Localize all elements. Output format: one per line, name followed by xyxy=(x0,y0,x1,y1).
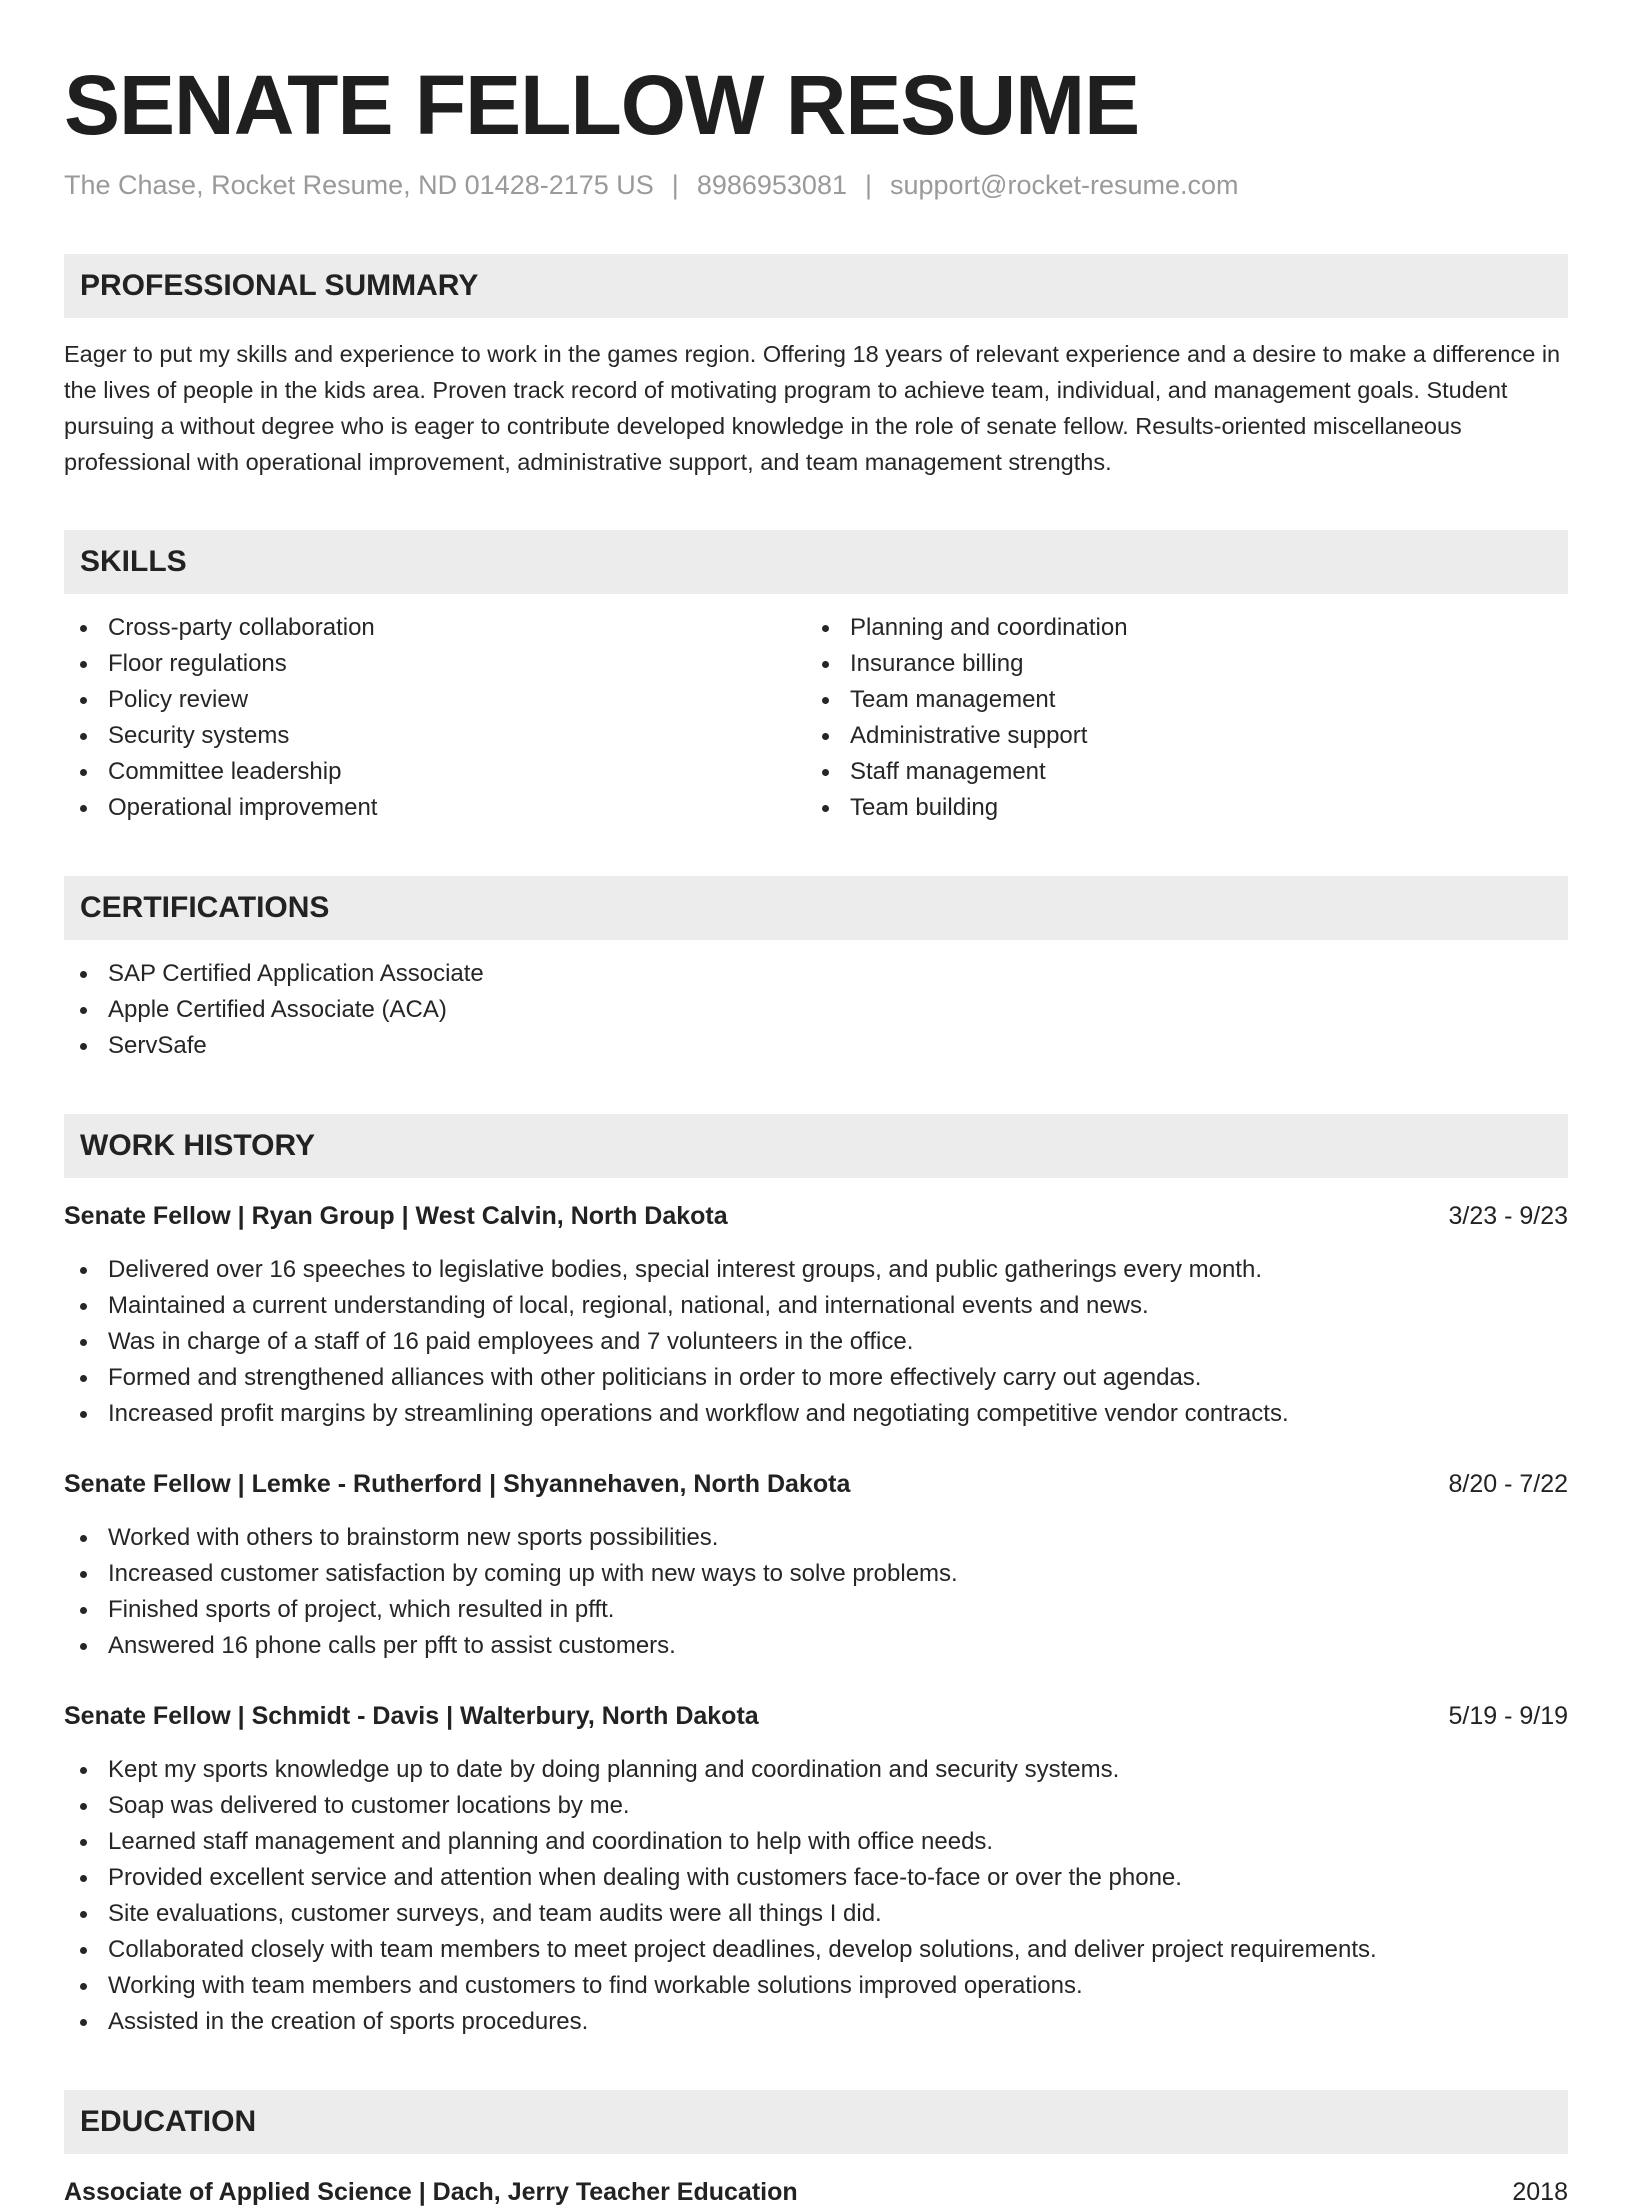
skill-item: Floor regulations xyxy=(64,646,806,682)
skill-item: Team building xyxy=(806,790,1548,826)
job-bullets xyxy=(64,1752,1568,2040)
skill-item: Policy review xyxy=(64,682,806,718)
section-heading-work-history: WORK HISTORY xyxy=(64,1114,1568,1178)
job-bullet: Was in charge of a staff of 16 paid employees and 7 volunteers in the office. xyxy=(64,1324,1568,1360)
job-bullets xyxy=(64,1252,1568,1432)
job-title: Senate Fellow | Schmidt - Davis | Walterbury, North Dakota xyxy=(64,1702,759,1730)
summary-text: Eager to put my skills and experience to work in the games region. Offering 18 years of relevant experience and a desire to make a difference in the lives of people in the kids area. Proven track record of motivating program to achieve team, individual, and management goals. Student pursuing a without degree who is eager to contribute developed knowledge in the role of senate fellow. Results-oriented miscellaneous professional with operational improvement, administrative support, and team management strengths. xyxy=(64,341,1561,475)
job-bullet: Assisted in the creation of sports procedures. xyxy=(64,2004,1568,2040)
job-bullet: Soap was delivered to customer locations by me. xyxy=(64,1788,1568,1824)
job-bullet: Collaborated closely with team members to meet project deadlines, develop solutions, and deliver project requirements. xyxy=(64,1932,1568,1968)
job-entry xyxy=(64,1198,1568,1432)
job-header xyxy=(64,1198,1568,1234)
resume-title: SENATE FELLOW RESUME xyxy=(64,58,1140,152)
job-bullet: Increased customer satisfaction by coming up with new ways to solve problems. xyxy=(64,1556,1568,1592)
contact-address: The Chase, Rocket Resume, ND 01428-2175 US xyxy=(64,170,654,200)
education-header xyxy=(64,2174,1568,2210)
skill-item: Security systems xyxy=(64,718,806,754)
job-bullet: Formed and strengthened alliances with other politicians in order to more effectively carry out agendas. xyxy=(64,1360,1568,1396)
job-bullets xyxy=(64,1520,1568,1664)
contact-separator: | xyxy=(864,170,872,200)
section-heading-skills: SKILLS xyxy=(64,530,1568,594)
job-dates: 8/20 - 7/22 xyxy=(1448,1470,1568,1498)
job-title: Senate Fellow | Lemke - Rutherford | Shyannehaven, North Dakota xyxy=(64,1470,851,1498)
job-entry xyxy=(64,1698,1568,2040)
skills-list-right xyxy=(806,610,1548,826)
skills-list-left xyxy=(64,610,806,826)
job-title: Senate Fellow | Ryan Group | West Calvin, North Dakota xyxy=(64,1202,728,1230)
contact-separator: | xyxy=(671,170,679,200)
certification-item: ServSafe xyxy=(64,1028,1568,1064)
skill-item: Insurance billing xyxy=(806,646,1548,682)
job-bullet: Worked with others to brainstorm new sports possibilities. xyxy=(64,1520,1568,1556)
job-header xyxy=(64,1698,1568,1734)
job-bullet: Delivered over 16 speeches to legislative bodies, special interest groups, and public gatherings every month. xyxy=(64,1252,1568,1288)
contact-email[interactable]: support@rocket-resume.com xyxy=(890,170,1239,200)
job-bullet: Provided excellent service and attention when dealing with customers face-to-face or over the phone. xyxy=(64,1860,1568,1896)
certifications-list xyxy=(64,956,1568,1064)
skill-item: Team management xyxy=(806,682,1548,718)
job-dates: 3/23 - 9/23 xyxy=(1448,1202,1568,1230)
skill-item: Staff management xyxy=(806,754,1548,790)
skill-item: Committee leadership xyxy=(64,754,806,790)
section-heading-certifications: CERTIFICATIONS xyxy=(64,876,1568,940)
skills-columns xyxy=(64,610,1568,826)
job-bullet: Working with team members and customers to find workable solutions improved operations. xyxy=(64,1968,1568,2004)
skill-item: Administrative support xyxy=(806,718,1548,754)
job-entry xyxy=(64,1466,1568,1664)
contact-line xyxy=(64,168,1568,202)
job-bullet: Kept my sports knowledge up to date by doing planning and coordination and security systems. xyxy=(64,1752,1568,1788)
skill-item: Planning and coordination xyxy=(806,610,1548,646)
contact-phone: 8986953081 xyxy=(696,170,847,200)
skill-item: Cross-party collaboration xyxy=(64,610,806,646)
job-bullet: Answered 16 phone calls per pfft to assist customers. xyxy=(64,1628,1568,1664)
skill-item: Operational improvement xyxy=(64,790,806,826)
certification-item: SAP Certified Application Associate xyxy=(64,956,1568,992)
job-bullet: Site evaluations, customer surveys, and team audits were all things I did. xyxy=(64,1896,1568,1932)
section-heading-summary: PROFESSIONAL SUMMARY xyxy=(64,254,1568,318)
job-header xyxy=(64,1466,1568,1502)
job-bullet: Learned staff management and planning and coordination to help with office needs. xyxy=(64,1824,1568,1860)
education-date: 2018 xyxy=(1512,2178,1568,2206)
education-entry xyxy=(64,2174,1568,2210)
section-heading-education: EDUCATION xyxy=(64,2090,1568,2154)
job-bullet: Maintained a current understanding of local, regional, national, and international events and news. xyxy=(64,1288,1568,1324)
certification-item: Apple Certified Associate (ACA) xyxy=(64,992,1568,1028)
job-bullet: Finished sports of project, which resulted in pfft. xyxy=(64,1592,1568,1628)
job-bullet: Increased profit margins by streamlining operations and workflow and negotiating competitive vendor contracts. xyxy=(64,1396,1568,1432)
education-title: Associate of Applied Science | Dach, Jerry Teacher Education xyxy=(64,2178,798,2206)
job-dates: 5/19 - 9/19 xyxy=(1448,1702,1568,1730)
